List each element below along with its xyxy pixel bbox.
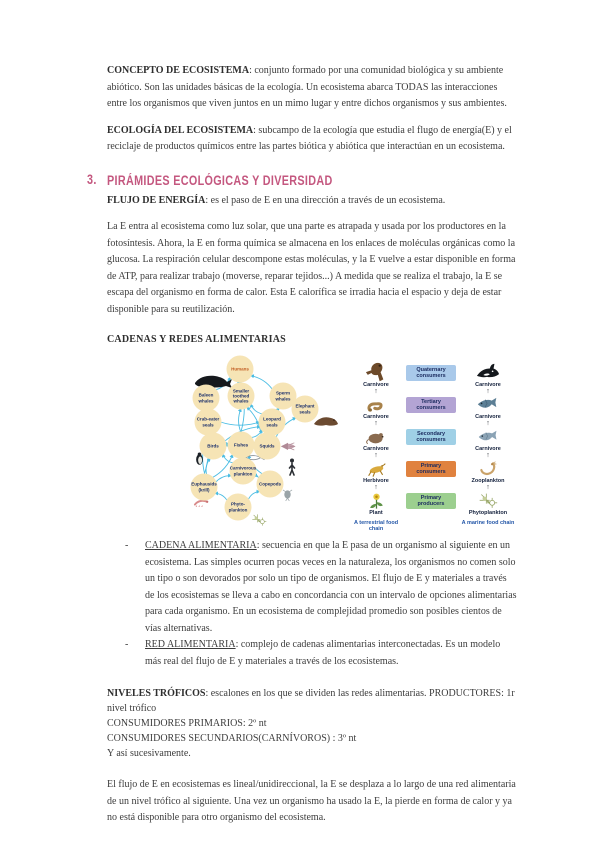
up-arrow-icon: ↑ xyxy=(486,388,490,395)
niveles-line: CONSUMIDORES PRIMARIOS: 2º nt xyxy=(107,718,267,729)
food-web-node: Elephant seals xyxy=(292,396,319,423)
organism-label: Zooplankton xyxy=(471,478,505,484)
niveles-troficos-block xyxy=(107,686,517,761)
food-web-node: Birds xyxy=(200,433,227,460)
niveles-definition: : escalones en los que se dividen las redes alimentarias. PRODUCTORES: 1r nivel trófico xyxy=(107,688,515,714)
food-web-node: Copepods xyxy=(257,471,284,498)
trophic-level-box: Tertiary consumers xyxy=(406,397,456,414)
organism-label: Carnivore xyxy=(475,446,501,452)
concepto-definition: : conjunto formado por una comunidad biológica y su ambiente abiótico. Son las unidades básicas de la ecología. Un ecosistema abarca TODAS las interacciones entre los organismos que viven juntos en un mimo lugar y entre dichos organismos y sus ambientes. xyxy=(107,65,507,109)
food-web-node: Sperm whales xyxy=(270,383,297,410)
food-web-node: Humans xyxy=(227,356,254,383)
up-arrow-icon: ↑ xyxy=(486,484,490,491)
up-arrow-icon: ↑ xyxy=(374,452,378,459)
bullet-dash: - xyxy=(125,639,129,650)
food-chain-row xyxy=(349,453,517,485)
phytoplankton-icon xyxy=(251,513,267,526)
copepod-icon xyxy=(282,489,293,502)
list-item xyxy=(107,637,517,670)
ecologia-definition: : subcampo de la ecología que estudia el flugo de energía(E) y el reciclaje de productos químicos entre las partes biótica y abiótica que interactúan en un ecosistema. xyxy=(107,124,512,152)
subheading-cadenas: CADENAS Y REDES ALIMENTARIAS xyxy=(107,334,286,345)
trophic-level-box: Secondary consumers xyxy=(406,429,456,446)
paragraph-ecologia xyxy=(107,123,517,156)
food-web-node: Smaller toothed whales xyxy=(228,383,255,410)
food-web-node: Fishes xyxy=(228,432,255,459)
food-chain-cell xyxy=(459,421,517,453)
food-chain-cell xyxy=(459,485,517,517)
organism-label: Herbivore xyxy=(363,478,389,484)
organism-label: Carnivore xyxy=(475,382,501,388)
phytoplankton-icon xyxy=(478,491,498,510)
mouse-icon xyxy=(366,427,387,446)
seal-icon xyxy=(313,415,339,427)
up-arrow-icon: ↑ xyxy=(374,420,378,427)
up-arrow-icon: ↑ xyxy=(374,388,378,395)
human-icon xyxy=(288,458,296,476)
up-arrow-icon: ↑ xyxy=(486,420,490,427)
food-web-node: Phyto- plankton xyxy=(225,494,252,521)
food-chain-cell xyxy=(349,453,403,485)
food-web-node: Carnivorous plankton xyxy=(230,458,257,485)
trophic-level-box: Primary producers xyxy=(406,493,456,510)
niveles-line xyxy=(107,686,517,716)
hawk-icon xyxy=(365,363,387,382)
flujo-term: FLUJO DE ENERGÍA xyxy=(107,194,206,206)
grasshopper-icon xyxy=(366,459,387,478)
food-chain-cell xyxy=(459,389,517,421)
food-chain-row xyxy=(349,357,517,389)
organism-label: Phytoplankton xyxy=(468,510,508,516)
red-definition: : complejo de cadenas alimentarias interconectadas. Es un modelo más real del flujo de E y materiales a través de los ecosistemas. xyxy=(145,639,501,667)
food-chain-cell xyxy=(349,421,403,453)
food-web-node: Crab-eater seals xyxy=(195,409,222,436)
squid-icon xyxy=(279,441,297,452)
organism-label: Plant xyxy=(369,510,383,516)
red-term: RED ALIMENTARIA xyxy=(145,639,236,650)
marine-caption: A marine food chain xyxy=(461,520,515,526)
food-chain-row xyxy=(349,389,517,421)
tuna-icon xyxy=(476,395,500,414)
plant-icon xyxy=(367,491,386,510)
food-chain-cell xyxy=(459,453,517,485)
antarctic-food-web-diagram xyxy=(193,357,345,529)
up-arrow-icon: ↑ xyxy=(374,484,378,491)
food-chain-cell xyxy=(459,357,517,389)
food-chain-cell xyxy=(349,357,403,389)
food-chain-cell xyxy=(349,485,403,517)
paragraph-flujo xyxy=(107,193,517,210)
snake-icon xyxy=(366,395,387,414)
flujo-definition: : es el paso de E en una dirección a través de un ecosistema. xyxy=(205,194,446,206)
bullet-dash: - xyxy=(125,540,129,551)
niveles-term: NIVELES TRÓFICOS xyxy=(107,688,206,699)
food-chain-cell xyxy=(349,389,403,421)
organism-label: Carnivore xyxy=(363,382,389,388)
section-number: 3. xyxy=(87,171,97,187)
food-web-node: Squids xyxy=(254,433,281,460)
food-chain-captions xyxy=(349,520,517,532)
caption-spacer xyxy=(404,520,458,532)
food-web-node: Euphausids (krill) xyxy=(191,474,218,501)
herring-icon xyxy=(477,427,500,446)
food-chains-diagram xyxy=(349,357,517,532)
food-web-node: Baleen whales xyxy=(193,385,220,412)
paragraph-energia: La E entra al ecosistema como luz solar, que una parte es atrapada y usada por los productores en la fotosíntesis. Ahora, la E en forma química se almacena en los enlaces de moléculas orgánicas como la glucosa. La respiración celular descompone estas moléculas, y la E vuelve a estar disponible en forma de ATP, para realizar trabajo (moverse, reparar tejidos...) A medida que se realiza el trabajo, la E se escapa del organismo en forma de calor. Esta E calorífica se irradia hacia el espacio y deja de estar disponible para su reutilización. xyxy=(107,221,516,315)
cadena-definition: : secuencia en que la E pasa de un organismo al siguiente en un ecosistema. Las simples ocurren pocas veces en la naturaleza, los organismos no comen solo un tipo o son devorados por solo un tipo de organismos. El flujo de E y materiales a través de los ecosistemas se lleva a cabo en concordancia con un intervalo de opciones alimentarias para cada organismo. En un ecosistema de complejidad promedio son posibles cientos de vías alternativas. xyxy=(145,540,517,634)
trophic-level-box: Quaternary consumers xyxy=(406,365,456,382)
terrestrial-caption: A terrestrial food chain xyxy=(353,520,399,532)
food-chain-row xyxy=(349,421,517,453)
niveles-line: Y así sucesivamente. xyxy=(107,748,191,759)
section-title: PIRÁMIDES ECOLÓGICAS Y DIVERSIDAD xyxy=(107,172,333,188)
food-chain-row xyxy=(349,485,517,517)
concepto-term: CONCEPTO DE ECOSISTEMA xyxy=(107,65,250,76)
organism-label: Carnivore xyxy=(475,414,501,420)
trophic-level-box: Primary consumers xyxy=(406,461,456,478)
bullet-list xyxy=(107,538,517,670)
organism-label: Carnivore xyxy=(363,446,389,452)
zooplankton-icon xyxy=(478,459,498,478)
ecologia-term: ECOLOGÍA DEL ECOSISTEMA xyxy=(107,124,254,136)
niveles-line: CONSUMIDORES SECUNDARIOS(CARNÍVOROS) : 3º nt xyxy=(107,733,357,744)
up-arrow-icon: ↑ xyxy=(486,452,490,459)
food-web-figure xyxy=(193,357,517,532)
food-web-node: Leopard seals xyxy=(259,409,286,436)
cadena-term: CADENA ALIMENTARIA xyxy=(145,540,257,551)
paragraph-final: El flujo de E en ecosistemas es lineal/unidireccional, la E se desplaza a lo largo de una red alimentaria de un nivel trófico al siguiente. Una vez un organismo ha usado la E, la pierde en forma de calor y ya no está disponible para otro organismo del ecosistema. xyxy=(107,779,516,823)
section-heading xyxy=(87,171,517,190)
paragraph-concepto xyxy=(107,63,517,113)
organism-label: Carnivore xyxy=(363,414,389,420)
list-item xyxy=(107,538,517,637)
orca-icon xyxy=(476,363,500,382)
